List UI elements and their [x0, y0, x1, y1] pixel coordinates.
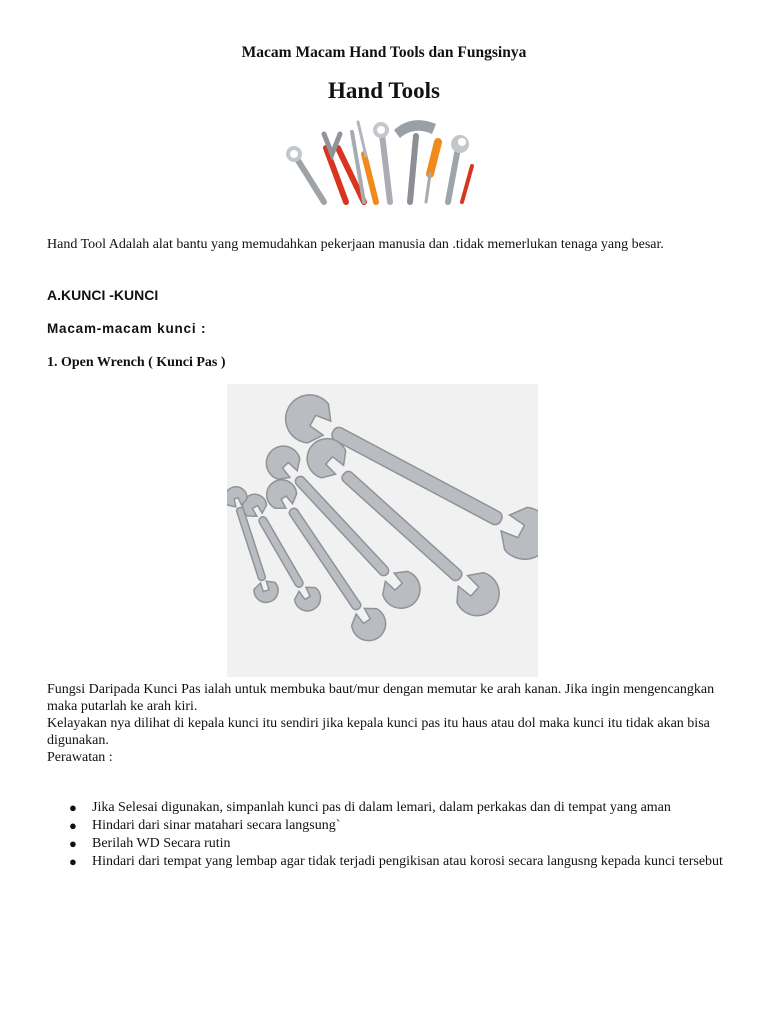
bullet-icon: ●	[69, 818, 77, 833]
section-heading: A.KUNCI -KUNCI	[47, 287, 159, 303]
list-item	[47, 835, 727, 852]
bullet-icon: ●	[69, 854, 77, 869]
intro-paragraph: Hand Tool Adalah alat bantu yang memudahkan pekerjaan manusia dan .tidak memerlukan tenaga yang besar.	[47, 237, 664, 252]
care-list	[47, 799, 727, 871]
open-wrench-set-photo	[227, 384, 538, 677]
list-item	[47, 817, 727, 834]
list-item-text: Hindari dari sinar matahari secara langsung`	[92, 818, 341, 833]
eligibility-paragraph: Kelayakan nya dilihat di kepala kunci itu sendiri jika kepala kunci pas itu haus atau dol maka kunci itu tidak akan bisa digunakan.	[47, 716, 710, 748]
item-heading: 1. Open Wrench ( Kunci Pas )	[47, 355, 226, 370]
list-item-text: Jika Selesai digunakan, simpanlah kunci pas di dalam lemari, dalam perkakas dan di tempat yang aman	[92, 800, 671, 815]
bullet-icon: ●	[69, 800, 77, 815]
document-title: Macam Macam Hand Tools dan Fungsinya	[241, 44, 527, 61]
list-item-text: Berilah WD Secara rutin	[92, 836, 231, 851]
hand-tools-illustration	[286, 114, 482, 206]
list-item	[47, 853, 727, 870]
bullet-icon: ●	[69, 836, 77, 851]
sub-heading: Macam-macam kunci :	[47, 321, 207, 336]
care-label: Perawatan :	[47, 750, 113, 765]
list-item-text: Hindari dari tempat yang lembap agar tidak terjadi pengikisan atau korosi secara langusng kepada kunci tersebut	[92, 854, 723, 869]
main-heading: Hand Tools	[328, 78, 440, 103]
function-paragraph: Fungsi Daripada Kunci Pas ialah untuk membuka baut/mur dengan memutar ke arah kanan. Jika ingin mengencangkan maka putarlah ke arah kiri.	[47, 682, 715, 714]
list-item	[47, 799, 727, 816]
function-paragraphs	[47, 681, 727, 766]
